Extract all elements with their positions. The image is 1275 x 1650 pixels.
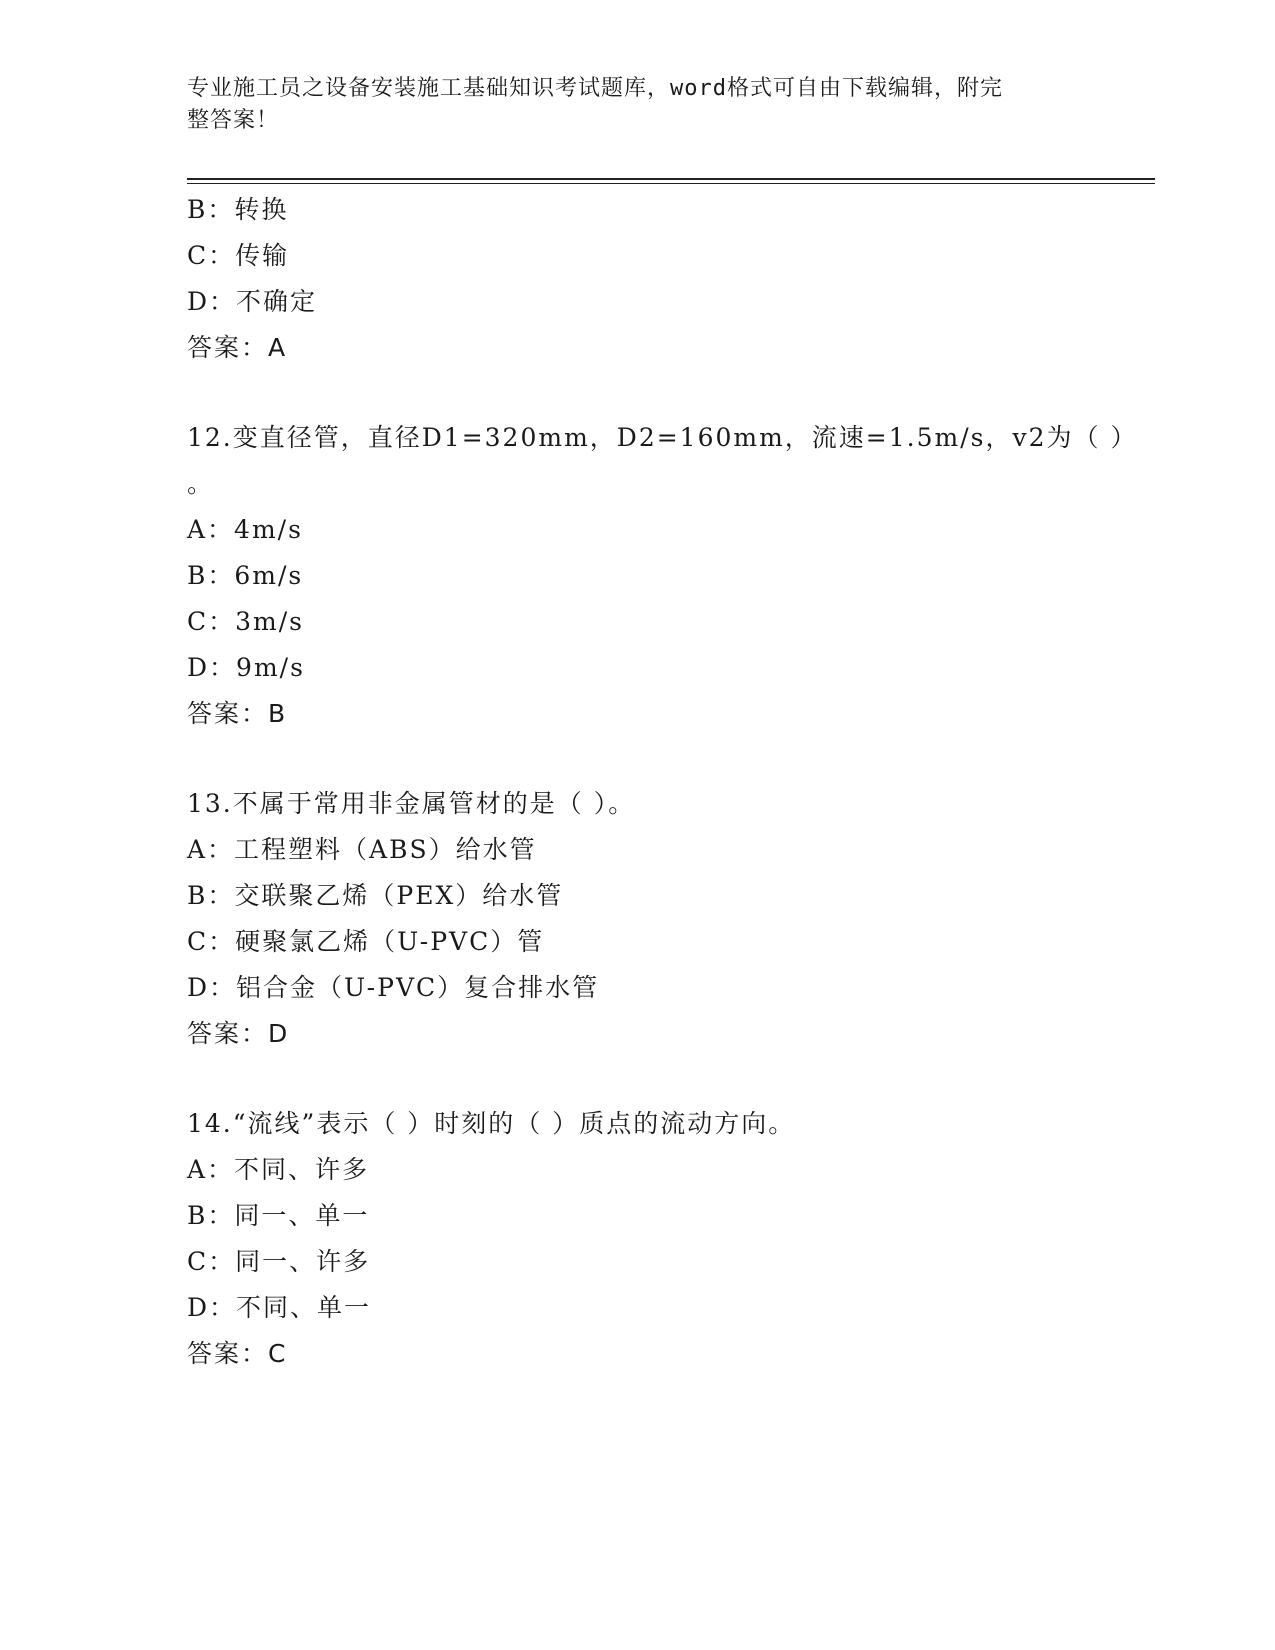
q11-option-b: B：转换 bbox=[187, 195, 289, 224]
q13-option-c: C：硬聚氯乙烯（U-PVC）管 bbox=[187, 927, 545, 956]
q14-answer: 答案：C bbox=[187, 1339, 288, 1368]
header-line-2: 整答案！ bbox=[187, 108, 280, 133]
q13-stem: 13.不属于常用非金属管材的是（ ）。 bbox=[187, 789, 636, 818]
q13-option-b: B：交联聚乙烯（PEX）给水管 bbox=[187, 881, 564, 910]
q13-option-a: A：工程塑料（ABS）给水管 bbox=[187, 835, 537, 864]
q11-option-c: C：传输 bbox=[187, 241, 290, 270]
q12-option-d: D：9m/s bbox=[187, 653, 305, 682]
q14-option-b: B：同一、单一 bbox=[187, 1201, 370, 1230]
q12-stem: 12.变直径管，直径D1=320mm，D2=160mm，流速=1.5m/s，v2为（ ） bbox=[187, 423, 1138, 452]
q11-answer: 答案：A bbox=[187, 333, 288, 362]
header-line-1: 专业施工员之设备安装施工基础知识考试题库，word格式可自由下载编辑，附完 bbox=[187, 76, 1003, 101]
question-body bbox=[187, 187, 1138, 1377]
header-rule-thin bbox=[187, 183, 1155, 184]
q12-option-c: C：3m/s bbox=[187, 607, 304, 636]
q13-option-d: D：铝合金（U-PVC）复合排水管 bbox=[187, 973, 600, 1002]
q12-option-a: A：4m/s bbox=[187, 515, 303, 544]
q14-stem: 14.“流线”表示（ ）时刻的（ ）质点的流动方向。 bbox=[187, 1109, 796, 1138]
q11-option-d: D：不确定 bbox=[187, 287, 318, 316]
document-header bbox=[187, 73, 1067, 137]
q14-option-d: D：不同、单一 bbox=[187, 1293, 372, 1322]
q14-option-c: C：同一、许多 bbox=[187, 1247, 371, 1276]
header-rule-thick bbox=[187, 178, 1155, 180]
q14-option-a: A：不同、许多 bbox=[187, 1155, 370, 1184]
q13-answer: 答案：D bbox=[187, 1019, 290, 1048]
q12-answer: 答案：B bbox=[187, 699, 288, 728]
q12-option-b: B：6m/s bbox=[187, 561, 304, 590]
q12-stem-continuation: 。 bbox=[187, 469, 215, 498]
